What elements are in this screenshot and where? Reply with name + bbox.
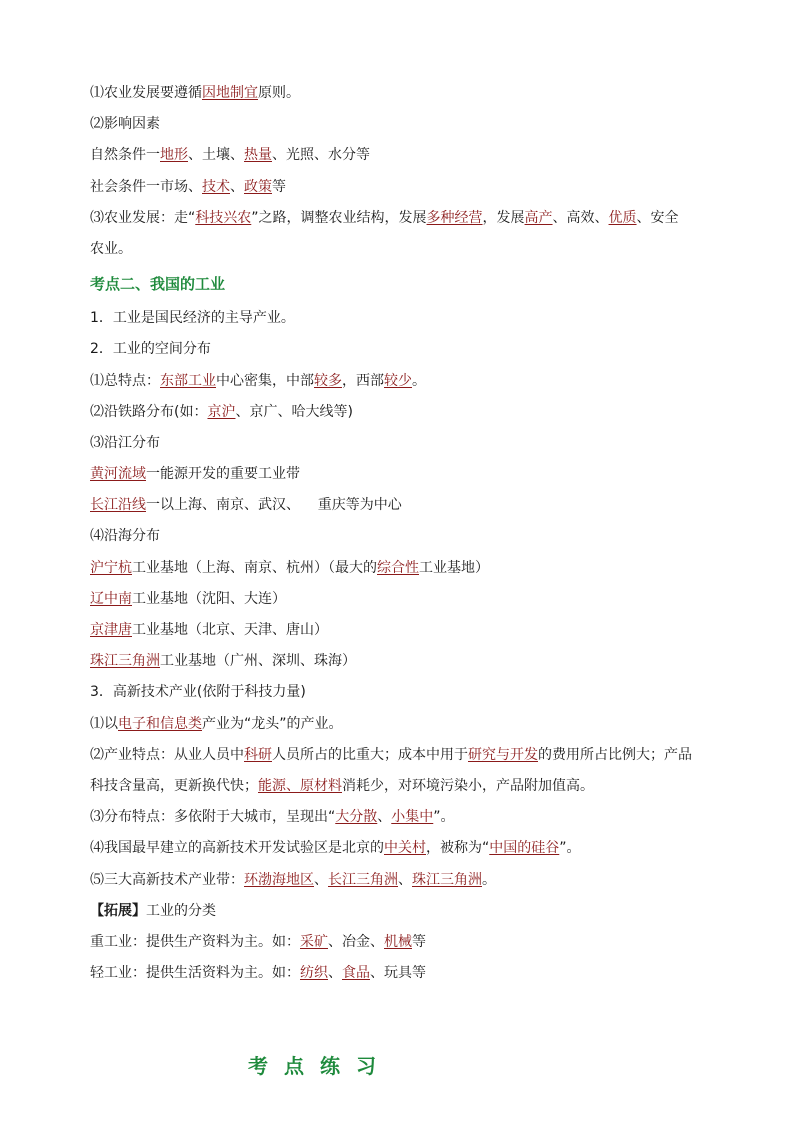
blank-answer: 东部工业 bbox=[160, 372, 216, 389]
text: ⑴以 bbox=[90, 715, 118, 732]
text: 、 bbox=[398, 871, 412, 888]
text: 、 bbox=[328, 965, 342, 982]
blank-answer: 大分散 bbox=[335, 809, 378, 826]
natural-conditions-line bbox=[90, 140, 710, 171]
blank-answer: 研究与开发 bbox=[468, 746, 538, 763]
text: 、土壤、 bbox=[188, 147, 244, 164]
paragraph bbox=[90, 397, 710, 428]
text: 工业基地（广州、深圳、珠海） bbox=[160, 653, 356, 670]
blank-answer: 多种经营 bbox=[426, 209, 483, 226]
paragraph bbox=[90, 833, 710, 864]
text: 一以上海、南京、武汉、 重庆等为中心 bbox=[146, 497, 402, 514]
text: 等 bbox=[272, 178, 286, 195]
text: 重工业：提供生产资料为主。如： bbox=[90, 933, 300, 950]
agri-principle-line bbox=[90, 78, 710, 109]
paragraph bbox=[90, 459, 710, 490]
blank-answer: 珠江三角洲 bbox=[90, 653, 160, 670]
paragraph bbox=[90, 958, 710, 989]
text: 人员所占的比重大；成本中用于 bbox=[272, 746, 468, 763]
exercise-section-title: 考点练习 bbox=[248, 1054, 392, 1078]
blank-answer: 技术 bbox=[202, 178, 230, 195]
text: 消耗少，对环境污染小，产品附加值高。 bbox=[342, 777, 594, 794]
document-body bbox=[90, 78, 710, 989]
text: ”。 bbox=[559, 840, 581, 857]
blank-answer: 电子和信息类 bbox=[118, 715, 202, 732]
blank-answer: 地形 bbox=[160, 147, 188, 164]
text: ⑵沿铁路分布(如： bbox=[90, 403, 208, 420]
blank-answer: 长江沿线 bbox=[90, 497, 146, 514]
text: 工业的分类 bbox=[146, 902, 216, 919]
text: 工业基地（北京、天津、唐山） bbox=[132, 622, 328, 638]
agri-development-line-cont: 农业。 bbox=[90, 240, 132, 257]
blank-answer: 珠江三角洲 bbox=[412, 871, 482, 888]
blank-answer: 食品 bbox=[342, 965, 370, 982]
paragraph bbox=[90, 553, 710, 584]
blank-answer: 综合性 bbox=[377, 559, 419, 576]
text: ”之路，调整农业结构，发展 bbox=[251, 209, 427, 226]
text: 社会条件一市场、 bbox=[90, 178, 202, 195]
text: ⑷我国最早建立的高新技术开发试验区是北京的 bbox=[90, 840, 384, 857]
text: ⑴总特点： bbox=[90, 372, 160, 389]
paragraph: ⑷沿海分布 bbox=[90, 528, 160, 545]
text: 工业基地（沈阳、大连） bbox=[132, 590, 286, 607]
blank-answer: 采矿 bbox=[300, 933, 328, 950]
text: ”。 bbox=[433, 809, 455, 826]
agri-development-line bbox=[90, 203, 710, 234]
blank-answer: 沪宁杭 bbox=[90, 559, 132, 576]
text: 、冶金、 bbox=[328, 933, 384, 950]
text: 、安全 bbox=[636, 209, 679, 226]
paragraph bbox=[90, 865, 710, 896]
paragraph bbox=[90, 771, 710, 802]
paragraph bbox=[90, 490, 710, 521]
text: 、京广、哈大线等) bbox=[235, 403, 353, 420]
expand-label: 【拓展】 bbox=[90, 902, 146, 919]
blank-answer: 科研 bbox=[244, 746, 272, 763]
text: 科技含量高，更新换代快； bbox=[90, 777, 258, 794]
paragraph bbox=[90, 740, 710, 771]
blank-answer: 高产 bbox=[524, 209, 553, 226]
text: 的费用所占比例大；产品 bbox=[538, 746, 692, 763]
paragraph bbox=[90, 802, 710, 833]
blank-answer: 京沪 bbox=[207, 403, 236, 420]
section-heading: 考点二、我国的工业 bbox=[90, 275, 226, 294]
text: 中心密集，中部 bbox=[216, 372, 314, 389]
text: 、 bbox=[377, 809, 392, 826]
text: 产业为“龙头”的产业。 bbox=[202, 715, 343, 732]
blank-answer: 热量 bbox=[244, 147, 272, 164]
blank-answer: 较少 bbox=[384, 372, 412, 389]
text: 、玩具等 bbox=[370, 965, 426, 982]
text: 轻工业：提供生活资料为主。如： bbox=[90, 965, 300, 982]
text: ⑴农业发展要遵循 bbox=[90, 85, 202, 101]
text: 工业基地（上海、南京、杭州）（最大的 bbox=[132, 559, 377, 576]
paragraph bbox=[90, 709, 710, 740]
blank-answer: 优质 bbox=[608, 209, 637, 226]
blank-answer: 中关村 bbox=[384, 840, 426, 857]
blank-answer: 中国的硅谷 bbox=[489, 840, 560, 857]
blank-answer: 机械 bbox=[384, 933, 412, 950]
paragraph bbox=[90, 584, 710, 615]
paragraph bbox=[90, 366, 710, 397]
paragraph: 2．工业的空间分布 bbox=[90, 341, 211, 358]
text: 。 bbox=[482, 871, 496, 888]
text: ⑶农业发展：走“ bbox=[90, 209, 196, 226]
blank-answer: 科技兴农 bbox=[195, 209, 252, 226]
text: 自然条件一 bbox=[90, 147, 160, 164]
agri-factors-title: ⑵影响因素 bbox=[90, 116, 160, 133]
social-conditions-line bbox=[90, 172, 710, 203]
text: ，被称为“ bbox=[426, 840, 490, 857]
paragraph: ⑶沿江分布 bbox=[90, 434, 160, 451]
blank-answer: 环渤海地区 bbox=[244, 871, 314, 888]
text: 工业基地） bbox=[419, 559, 489, 576]
blank-answer: 辽中南 bbox=[90, 590, 132, 607]
blank-answer: 小集中 bbox=[391, 809, 434, 826]
blank-answer: 京津唐 bbox=[90, 622, 132, 638]
blank-answer: 较多 bbox=[314, 372, 342, 389]
paragraph bbox=[90, 927, 710, 958]
blank-answer: 纺织 bbox=[300, 965, 328, 982]
text: 原则。 bbox=[258, 85, 300, 101]
paragraph bbox=[90, 896, 710, 927]
paragraph bbox=[90, 646, 710, 677]
text: 、 bbox=[314, 871, 328, 888]
text: ，西部 bbox=[342, 372, 384, 389]
text: ⑸三大高新技术产业带： bbox=[90, 871, 244, 888]
blank-answer: 黄河流域 bbox=[90, 466, 146, 483]
text: ⑶分布特点：多依附于大城市，呈现出“ bbox=[90, 809, 336, 826]
text: ⑵产业特点：从业人员中 bbox=[90, 746, 244, 763]
text: 、光照、水分等 bbox=[272, 147, 370, 164]
text: 。 bbox=[412, 372, 426, 389]
text: 一能源开发的重要工业带 bbox=[146, 466, 300, 483]
blank-answer: 长江三角洲 bbox=[328, 871, 398, 888]
blank-answer: 能源、原材料 bbox=[258, 777, 342, 794]
text: 、 bbox=[230, 178, 244, 195]
text: 等 bbox=[412, 933, 426, 950]
blank-answer: 因地制宜 bbox=[202, 85, 258, 101]
text: ，发展 bbox=[482, 209, 525, 226]
paragraph: 3．高新技术产业(依附于科技力量) bbox=[90, 684, 306, 701]
paragraph bbox=[90, 615, 710, 646]
paragraph: 1．工业是国民经济的主导产业。 bbox=[90, 310, 295, 327]
blank-answer: 政策 bbox=[244, 178, 272, 195]
text: 、高效、 bbox=[552, 209, 609, 226]
